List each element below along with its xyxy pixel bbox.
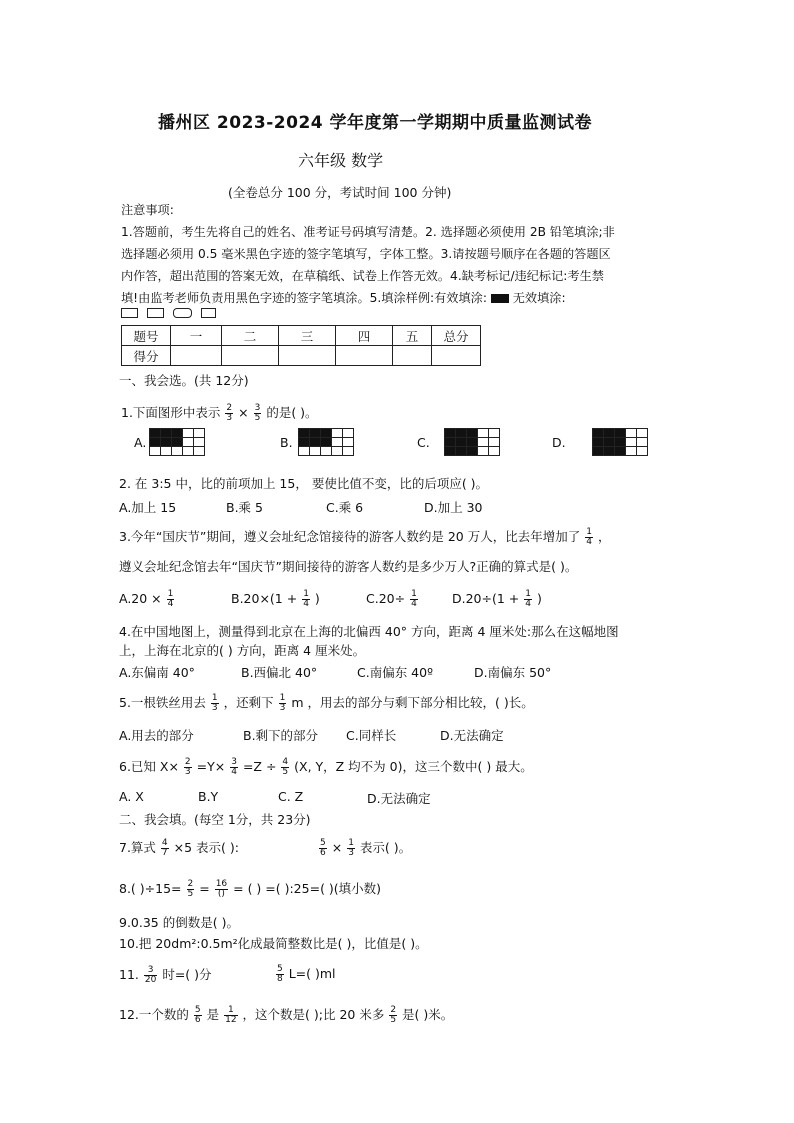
option-b: B.Y — [198, 789, 219, 804]
fraction: $\frac{3}{5}$ — [254, 403, 261, 423]
option-a: A.用去的部分 — [119, 728, 194, 743]
section-heading: 一、我会选。(共 12分) — [119, 373, 249, 388]
fraction: $\frac{1}{3}$ — [279, 693, 286, 713]
invalid-fill-sample-icon — [173, 308, 192, 318]
invalid-fill-sample-icon — [121, 308, 138, 318]
q4-text-line2: 上，上海在北京的( ) 方向，距离 4 厘米处。 — [119, 643, 366, 658]
option-a: A. X — [119, 789, 144, 804]
option-b: B.剩下的部分 — [243, 728, 319, 743]
option-b: B.西偏北 40° — [241, 665, 318, 680]
option-label: B. — [280, 435, 293, 450]
grade-subject: 六年级 数学 — [298, 151, 384, 170]
q3-text-line2: 遵义会址纪念馆去年“国庆节”期间接待的游客人数约是多少万人?正确的算式是( )。 — [119, 559, 578, 574]
table-cell: 四 — [336, 326, 393, 346]
fraction: $\frac{1}{4}$ — [525, 589, 531, 609]
fraction: $\frac{3}{4}$ — [231, 757, 237, 777]
option-label: D. — [552, 435, 566, 450]
fraction: $\frac{4}{5}$ — [282, 757, 289, 777]
option-a: A.加上 15 — [119, 500, 177, 515]
option-c: C. Z — [278, 789, 304, 804]
option-label: C. — [417, 435, 430, 450]
fraction: $\frac{1}{4}$ — [411, 589, 417, 609]
option-c: C.20÷ $\frac{1}{4}$ — [366, 589, 417, 609]
fraction: $\frac{1}{4}$ — [586, 527, 592, 547]
fraction: $\frac{1}{4}$ — [303, 589, 309, 609]
option-a: A.东偏南 40° — [119, 665, 195, 680]
score-cell — [171, 346, 222, 366]
option-c: C.乘 6 — [326, 500, 364, 515]
question-11-part2: $\frac{5}{8}$ L=( )ml — [277, 964, 336, 984]
question-1 — [121, 403, 318, 423]
fraction: $\frac{2}{5}$ — [187, 879, 194, 899]
question-7-part2: $\frac{5}{6}$ × $\frac{1}{3}$ 表示( )。 — [320, 838, 412, 858]
option-c: C.南偏东 40º — [357, 665, 433, 680]
fraction: $\frac{2}{3}$ — [226, 403, 233, 423]
fraction: $\frac{4}{7}$ — [161, 838, 168, 858]
table-cell: 五 — [393, 326, 432, 346]
question-12: 12.一个数的 $\frac{5}{6}$ 是 $\frac{1}{12}$ ，这个数是( );比 20 米多 $\frac{2}{5}$ 是( )米。 — [119, 1005, 454, 1025]
option-d: D.南偏东 50° — [474, 665, 552, 680]
option-label: A. — [134, 435, 147, 450]
fraction: $\frac{2}{5}$ — [390, 1005, 397, 1025]
question-10: 10.把 20dm²:0.5m²化成最简整数比是( )，比值是( )。 — [119, 936, 428, 951]
fraction: $\frac{2}{3}$ — [184, 757, 191, 777]
exam-title: 播州区 2023-2024 学年度第一学期期中质量监测试卷 — [158, 113, 593, 133]
fraction: $\frac{3}{20}$ — [144, 965, 157, 985]
table-cell: 总分 — [432, 326, 481, 346]
q1-text: 1.下面图形中表示 — [121, 405, 221, 420]
option-d-grid-figure — [592, 428, 648, 456]
notes-line: 1.答题前，考生先将自己的姓名、准考证号码填写清楚。2. 选择题必须使用 2B 铅笔填涂;非 — [121, 225, 615, 239]
notes-line: 内作答，超出范围的答案无效，在草稿纸、试卷上作答无效。4.缺考标记/违纪标记:考生禁 — [121, 269, 604, 283]
score-cell — [222, 346, 279, 366]
score-cell — [336, 346, 393, 366]
option-b-grid-figure — [298, 428, 354, 456]
fraction: $\frac{5}{8}$ — [277, 964, 283, 984]
fraction: $\frac{5}{6}$ — [320, 838, 326, 858]
valid-fill-sample — [491, 294, 509, 303]
q1-text: 的是( )。 — [266, 405, 318, 420]
fraction: $\frac{16}{()}$ — [215, 879, 228, 899]
q4-text-line1: 4.在中国地图上，测量得到北京在上海的北偏西 40° 方向，距离 4 厘米处:那么在这幅地图 — [119, 624, 619, 639]
fraction: $\frac{5}{6}$ — [194, 1005, 201, 1025]
exam-info: (全卷总分 100 分，考试时间 100 分钟) — [228, 185, 452, 200]
fraction: $\frac{1}{3}$ — [211, 693, 218, 713]
fraction: $\frac{1}{3}$ — [348, 838, 354, 858]
notes-heading: 注意事项: — [121, 203, 174, 217]
fraction: $\frac{1}{12}$ — [225, 1005, 237, 1025]
invalid-fill-sample-icon — [147, 308, 164, 318]
option-d: D.20÷(1 + $\frac{1}{4}$ ) — [452, 589, 542, 609]
table-cell: 得分 — [122, 346, 171, 366]
fraction: $\frac{1}{4}$ — [167, 589, 174, 609]
score-table — [121, 325, 481, 366]
section-heading: 二、我会填。(每空 1分，共 23分) — [119, 812, 311, 827]
notes-invalid: 无效填涂: — [512, 291, 566, 305]
question-5: 5.一根铁丝用去 $\frac{1}{3}$ ，还剩下 $\frac{1}{3}$ m ，用去的部分与剩下部分相比较，( )长。 — [119, 693, 534, 713]
option-b: B.乘 5 — [226, 500, 263, 515]
option-b: B.20×(1 + $\frac{1}{4}$ ) — [231, 589, 320, 609]
question-11: 11. $\frac{3}{20}$ 时=( )分 — [119, 965, 212, 985]
q3-comma: ， — [597, 529, 611, 544]
notes-line: 填!由监考老师负责用黑色字迹的签字笔填涂。5.填涂样例:有效填涂: — [121, 291, 487, 305]
option-c: C.同样长 — [346, 728, 397, 743]
option-a: A.20 × $\frac{1}{4}$ — [119, 589, 174, 609]
question-9: 9.0.35 的倒数是( )。 — [119, 915, 239, 930]
option-c-grid-figure — [444, 428, 500, 456]
score-cell — [279, 346, 336, 366]
table-cell: 题号 — [122, 326, 171, 346]
times-sign: × — [238, 405, 249, 420]
invalid-fill-sample-icon — [201, 308, 216, 318]
notes-line: 选择题必须用 0.5 毫米黑色字迹的签字笔填写，字体工整。3.请按题号顺序在各题的答题区 — [121, 247, 611, 261]
table-cell: 一 — [171, 326, 222, 346]
table-cell: 三 — [279, 326, 336, 346]
question-6: 6.已知 X× $\frac{2}{3}$ =Y× $\frac{3}{4}$ =Z ÷ $\frac{4}{5}$ (X, Y，Z 均不为 0)，这三个数中( ) 最大。 — [119, 757, 533, 777]
score-cell — [432, 346, 481, 366]
question-3 — [119, 527, 610, 547]
question-2-text: 2. 在 3:5 中，比的前项加上 15， 要使比值不变，比的后项应( )。 — [119, 476, 489, 491]
q3-text: 3.今年“国庆节”期间，遵义会址纪念馆接待的游客人数约是 20 万人，比去年增加了 — [119, 529, 581, 544]
option-d: D.无法确定 — [367, 791, 431, 806]
score-cell — [393, 346, 432, 366]
option-d: D.无法确定 — [440, 728, 504, 743]
option-d: D.加上 30 — [424, 500, 483, 515]
question-8: 8.( )÷15= $\frac{2}{5}$ = $\frac{16}{()}$ = ( ) =( ):25=( )(填小数) — [119, 879, 382, 899]
option-a-grid-figure — [149, 428, 205, 456]
question-7: 7.算式 $\frac{4}{7}$ ×5 表示( ): — [119, 838, 239, 858]
table-cell: 二 — [222, 326, 279, 346]
